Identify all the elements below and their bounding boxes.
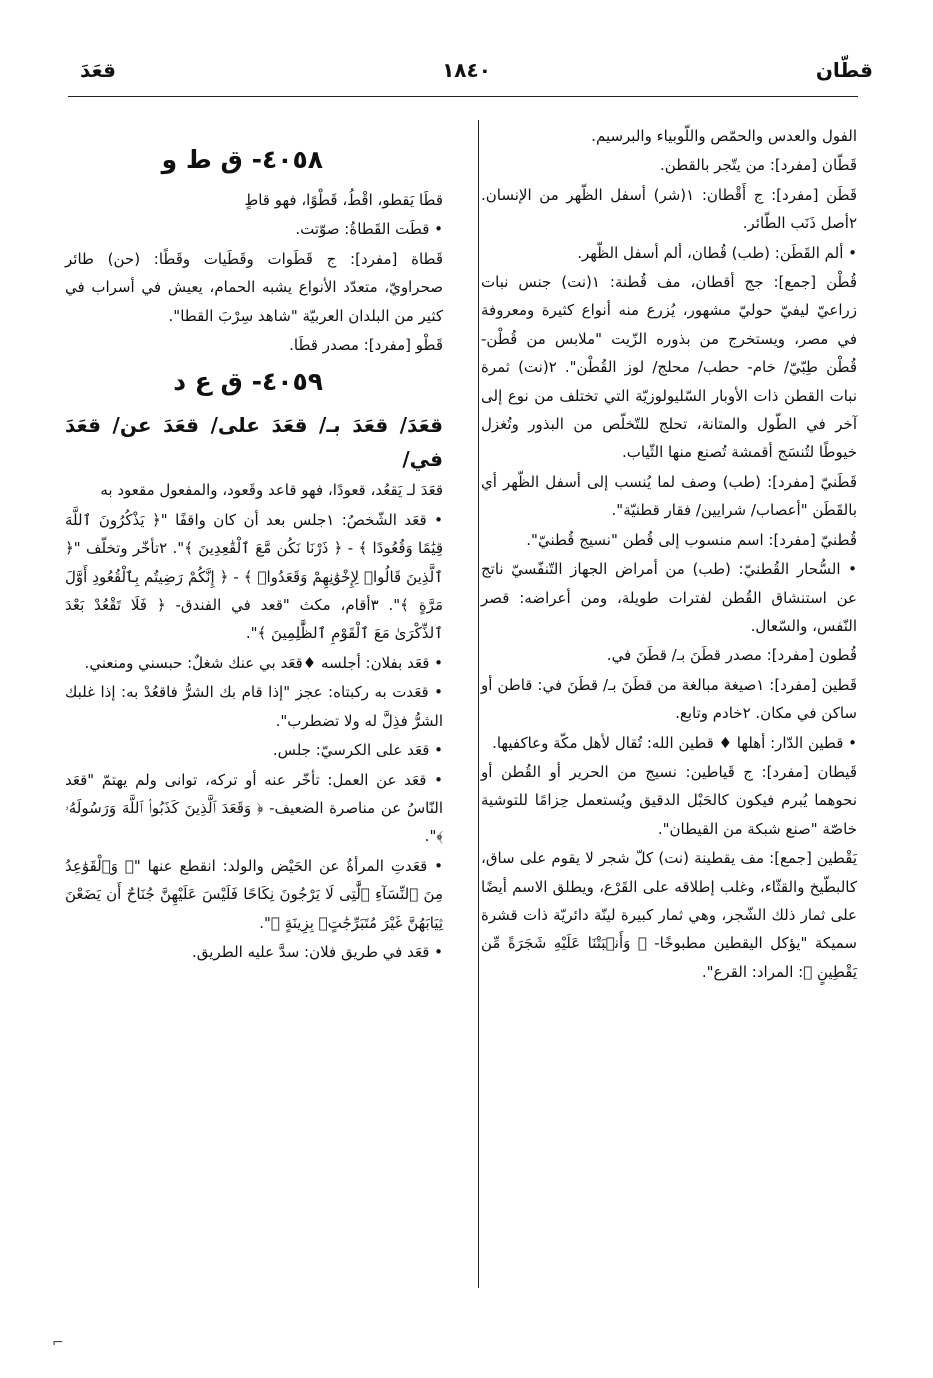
right-entry: قَطَن [مفرد]: ج أَقْطان: ١(شر) أسفل الظّهر من الإنسان. ٢أصل ذَنَب الطّائر. (481, 185, 857, 233)
header-guide-word-left: قعَدَ (80, 58, 116, 82)
page-number: ١٨٤٠ (442, 58, 491, 82)
header-guide-word-right: قطّان (815, 58, 873, 82)
left-entry: • قعَد بفلان: أجلسه ♦قعَد بي عنك شغلٌ: حبسني ومنعني. (84, 653, 443, 672)
left-entry: • قعَد في طريق فلان: سدَّ عليه الطريق. (192, 942, 443, 961)
right-entry: قَطَنيّ [مفرد]: (طب) وصف لما يُنسب إلى أسفل الظّهر أي بالقَطَن "أعصاب/ شرايين/ فقار قطنيّة". (481, 472, 857, 520)
page-header (60, 58, 873, 92)
right-entry: الفول والعدس والحمّص واللّوبياء والبرسيم. (591, 127, 857, 145)
left-entry: • قطَت القَطاةُ: صوّتت. (295, 220, 443, 239)
right-entry: قَطين [مفرد]: ١صيغة مبالغة من قطَنَ بـ/ قطَنَ في: قاطن أو ساكن في مكان. ٢خادم وتابع. (481, 675, 857, 723)
right-entry: يَقْطين [جمع]: مف يقطينة (نت) كلّ شجر لا يقوم على ساق، كالبطّيخ والقثّاء، وغلب إطلاقه على القَرْع، ويطلق الاسم أيضًا على ثمار ذلك الشّجر، وهي ثمار كبيرة لينّة دائريّة ذات قشرة سميكة "يؤكل اليقطين مطبوخًا- ﴿ وَأَنۢبَتْنَا عَلَيْهِ شَجَرَةً مِّن يَقْطِينٍ ﴾: المراد: القرع". (481, 849, 857, 981)
right-entry: قَيطان [مفرد]: ج قَياطين: نسيج من الحرير أو القُطن أو نحوهما يُبرم فيكون كالحَبْل الدقيق ويُستعمل حِزامًا للتوشية خاصّة "صنع شبكة من القيطان". (481, 762, 857, 838)
right-entry: • قطين الدّار: أهلها ♦ قطين الله: تُقال لأهل مكّة وعاكفيها. (492, 733, 857, 752)
right-entry: • ألم القَطَن: (طب) قُطان، ألم أسفل الظّهر. (577, 243, 857, 262)
column-divider (478, 120, 479, 1288)
left-entry: • قعَدت به ركبتاه: عجز "إذا قام بك الشرُّ فاقعُدْ به: إذا غلبك الشرُّ فذِلَّ له ولا تضطرب". (65, 683, 443, 730)
left-entry: قطَا يَقطو، اقْطُ، قَطْوًا، فهو قاطٍ (244, 191, 443, 209)
header-rule (68, 96, 858, 97)
right-entry: قَطّان [مفرد]: من يتّجر بالقطن. (660, 156, 857, 175)
margin-mark: ⌐ (52, 1335, 64, 1351)
left-entry: • قعَد على الكرسيّ: جلس. (272, 741, 443, 760)
left-entry: قعَدَ لـ يَقعُد، قعودًا، فهو قاعد وقَعود، والمفعول مقعود به (100, 481, 443, 500)
left-column (65, 138, 443, 967)
right-column (481, 122, 857, 987)
root-heading-4059: ٤٠٥٩- ق ع د (173, 367, 323, 397)
left-entry: قَطْو [مفرد]: مصدر قطَا. (289, 336, 443, 355)
left-entry: قَطاة [مفرد]: ج قَطَوات وقَطَيات وقَطًا: (حن) طائر صحراويّ، متعدّد الأنواع يشبه الحمام، يعيش في أسراب في كثير من البلدان العربيّة "شاهد سِرْبَ القطا". (65, 249, 443, 325)
root-heading-4058: ٤٠٥٨- ق ط و (161, 145, 323, 174)
right-entry: قُطْن [جمع]: جج أقطان، مف قُطنة: ١(نت) جنس نبات زراعيّ ليفيّ حوليّ مشهور، يُزرع منه أنواع كثيرة ومعروفة في مصر، ويستخرج من بذوره الزّيت "ملابس من قُطْن- قُطْن طِبّيّ/ خام- حطب/ محلج/ لوز القُطْن". ٢(نت) ثمرة نبات القطن ذات الأوبار السّليولوزيّة التي تختلف من نوع إلى آخر في الطّول والمتانة، تحلج للتّخلّص من البذور وتُغزل خيوطًا لتُنسَج أقمشة تُصنع منها الثّياب. (481, 273, 857, 462)
verb-forms-line: قعَدَ/ قعَدَ بـ/ قعَدَ على/ قعَدَ عن/ قعَدَ في/ (65, 413, 443, 472)
left-entry: • قعَد عن العمل: تأخّر عنه أو تركه، توانى ولم يهتمّ "قعَد النّاسُ عن مناصرة الضعيف- ﴿ وَقَعَدَ ٱلَّذِينَ كَذَبُوا۟ ٱللَّهَ وَرَسُولَهُۥ ﴾". (65, 770, 443, 846)
right-entry: قُطون [مفرد]: مصدر قطَنَ بـ/ قطَنَ في. (606, 646, 857, 665)
left-entry: • قعَد الشّخصُ: ١جلس بعد أن كان واقفًا "﴿ يَذْكُرُونَ ٱللَّهَ قِيَٰمًا وَقُعُودًا ﴾ - ﴿ ذَرْنَا نَكُن مَّعَ ٱلْقَٰعِدِينَ ﴾". ٢تأخّر وتخلّف "﴿ ٱلَّذِينَ قَالُوا۟ لِإِخْوَٰنِهِمْ وَقَعَدُوا۟ ﴾ - ﴿ إِنَّكُمْ رَضِيتُم بِٱلْقُعُودِ أَوَّلَ مَرَّةٍ ﴾". ٣أقام، مكث "قعد في الفندق- ﴿ فَلَا تَقْعُدْ بَعْدَ ٱلذِّكْرَىٰ مَعَ ٱلْقَوْمِ ٱلظَّٰلِمِينَ ﴾". (65, 510, 443, 643)
left-entry: • قعَدتِ المرأةُ عن الحَيْض والولد: انقطع عنها "﴿ وَٱلْقَوَٰعِدُ مِنَ ٱلنِّسَآءِ ٱلَّٰتِى لَا يَرْجُونَ نِكَاحًا فَلَيْسَ عَلَيْهِنَّ جُنَاحٌ أَن يَضَعْنَ ثِيَابَهُنَّ غَيْرَ مُتَبَرِّجَٰتٍۭ بِزِينَةٍ ﴾". (65, 856, 443, 932)
right-entry: • السُّحار القُطنيّ: (طب) من أمراض الجهاز التّنفّسيّ ناتج عن استنشاق القُطن لفترات طويلة، ومن أعراضه: قصر النّفس، والسّعال. (481, 560, 857, 635)
right-entry: قُطنيّ [مفرد]: اسم منسوب إلى قُطن "نسيج قُطنيّ". (526, 530, 857, 549)
